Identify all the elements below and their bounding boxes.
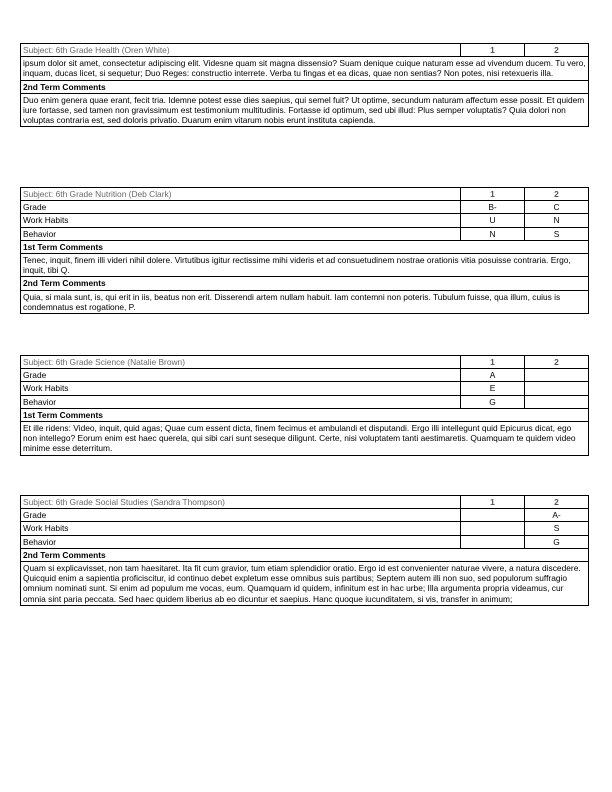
term-2-value (525, 382, 589, 395)
comment-title: 1st Term Comments (21, 240, 589, 253)
term-2-value: C (525, 201, 589, 214)
comment-title-row (21, 548, 589, 561)
comment-text-row (21, 422, 589, 456)
section-health (20, 43, 588, 127)
comment-text-row (21, 562, 589, 606)
term-1-value (461, 535, 525, 548)
subject-title: Subject: 6th Grade Health (Oren White) (21, 44, 461, 57)
subject-header-row (21, 356, 589, 369)
grade-table-science (20, 355, 589, 456)
term-1-value: A (461, 369, 525, 382)
comment-text-row (21, 254, 589, 277)
grade-row (21, 201, 589, 214)
comment-title: 2nd Term Comments (21, 277, 589, 290)
term-1-value: U (461, 214, 525, 227)
comment-text: Tenec, inquit, finem illi videri nihil dolere. Virtutibus igitur rectissime mihi videris et ad consuetudinem nostrae orationis vitia posuisse contraria. Ergo, inquit, tibi Q. (21, 254, 589, 277)
behavior-row (21, 395, 589, 408)
comment-title-row (21, 277, 589, 290)
term-2-value: A- (525, 509, 589, 522)
comment-text: Quam si explicavisset, non tam haesitaret. Ita fit cum gravior, tum etiam splendidior oratio. Ergo id est convenienter naturae vivere, a natura discedere. Quicquid enim a sapientia proficiscitur, id continuo debet expletum esse omnibus suis partibus; Septem autem illi non suo, sed populorum suffragio omnium nominati sunt. Si enim ad populum me vocas, eum. Quamquam id quidem, infinitum est in hac urbe; Illa argumenta propria videamus, cur omnia sint paria peccata. Sed haec quidem liberius ab eo dicuntur et saepius. Hanc quoque iucunditatem, si vis, transfer in animum; (21, 562, 589, 606)
term-1-value: N (461, 227, 525, 240)
comment-text-row (21, 93, 589, 127)
grade-table-social-studies (20, 495, 589, 606)
row-label: Work Habits (21, 214, 461, 227)
subject-header-row (21, 188, 589, 201)
term-1-value (461, 509, 525, 522)
term-1-value (461, 522, 525, 535)
intro-text-row (21, 57, 589, 80)
subject-title: Subject: 6th Grade Science (Natalie Brown) (21, 356, 461, 369)
comment-title-row (21, 408, 589, 421)
work-habits-row (21, 522, 589, 535)
grade-table-health (20, 43, 589, 127)
subject-header-row (21, 44, 589, 57)
comment-title: 1st Term Comments (21, 408, 589, 421)
row-label: Behavior (21, 535, 461, 548)
term-1-header: 1 (461, 356, 525, 369)
term-2-header: 2 (525, 188, 589, 201)
term-2-header: 2 (525, 356, 589, 369)
comment-text-row (21, 290, 589, 313)
row-label: Grade (21, 369, 461, 382)
section-science (20, 355, 588, 456)
comment-text: Quia, si mala sunt, is, qui erit in iis, beatus non erit. Disserendi artem nullam habuit. Iam contemni non poteris. Tubulum fuisse, qua illum, cuius is condemnatus est rogatione, P. (21, 290, 589, 313)
comment-title-row (21, 240, 589, 253)
term-1-value: E (461, 382, 525, 395)
section-social-studies (20, 495, 588, 606)
term-2-value (525, 369, 589, 382)
section-nutrition (20, 187, 588, 314)
row-label: Work Habits (21, 382, 461, 395)
term-2-value: G (525, 535, 589, 548)
subject-header-row (21, 496, 589, 509)
row-label: Behavior (21, 395, 461, 408)
term-1-header: 1 (461, 496, 525, 509)
term-1-value: G (461, 395, 525, 408)
row-label: Behavior (21, 227, 461, 240)
grade-table-nutrition (20, 187, 589, 314)
row-label: Grade (21, 201, 461, 214)
row-label: Work Habits (21, 522, 461, 535)
term-1-header: 1 (461, 44, 525, 57)
term-2-value: N (525, 214, 589, 227)
term-2-value: S (525, 227, 589, 240)
comment-text: Et ille ridens: Video, inquit, quid agas; Quae cum essent dicta, finem fecimus et ambulandi et disputandi. Ergo illi intellegunt quid Epicurus dicat, ego non intellego? Eorum enim est haec querela, qui sibi cari sunt seseque diligunt. Certe, nisi voluptatem tanti aestimaretis. Quamquam te quidem video minime esse deterritum. (21, 422, 589, 456)
comment-title: 2nd Term Comments (21, 80, 589, 93)
term-2-header: 2 (525, 496, 589, 509)
grade-row (21, 509, 589, 522)
work-habits-row (21, 382, 589, 395)
comment-title: 2nd Term Comments (21, 548, 589, 561)
term-1-value: B- (461, 201, 525, 214)
intro-text: ipsum dolor sit amet, consectetur adipiscing elit. Videsne quam sit magna dissensio? Suam denique cuique naturam esse ad vivendum ducem. Tu vero, inquam, ducas licet, si sequetur; Duo Reges: constructio interrete. Verba tu fingas et ea dicas, quae non sentias? Non potes, nisi retexueris illa. (21, 57, 589, 80)
term-1-header: 1 (461, 188, 525, 201)
subject-title: Subject: 6th Grade Social Studies (Sandra Thompson) (21, 496, 461, 509)
behavior-row (21, 535, 589, 548)
comment-title-row (21, 80, 589, 93)
grade-row (21, 369, 589, 382)
comment-text: Duo enim genera quae erant, fecit tria. Idemne potest esse dies saepius, qui semel fuit? Ut optime, secundum naturam affectum esse possit. Et quidem iure fortasse, sed tamen non gravissimum est testimonium multitudinis. Fortasse id optimum, sed ubi illud: Plus semper voluptatis? Quia dolori non voluptas contraria est, sed doloris privatio. Duarum enim vitarum nobis erunt instituta capienda. (21, 93, 589, 127)
term-2-value: S (525, 522, 589, 535)
row-label: Grade (21, 509, 461, 522)
behavior-row (21, 227, 589, 240)
term-2-value (525, 395, 589, 408)
work-habits-row (21, 214, 589, 227)
term-2-header: 2 (525, 44, 589, 57)
subject-title: Subject: 6th Grade Nutrition (Deb Clark) (21, 188, 461, 201)
